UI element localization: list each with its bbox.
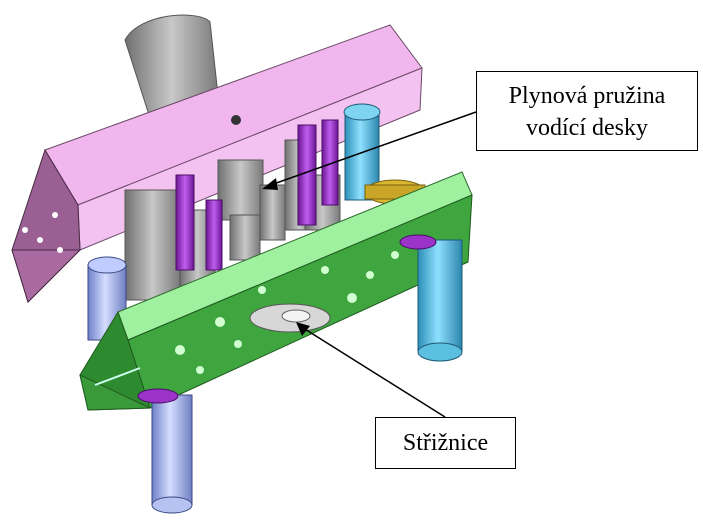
callout-gas-spring-line1: Plynová pružina <box>508 83 666 109</box>
callout-gas-spring-line2: vodící desky <box>526 115 648 141</box>
callout-die-text: Střižnice <box>402 430 489 456</box>
callout-label-gas-spring <box>476 71 698 151</box>
callout-label-die <box>375 417 516 469</box>
